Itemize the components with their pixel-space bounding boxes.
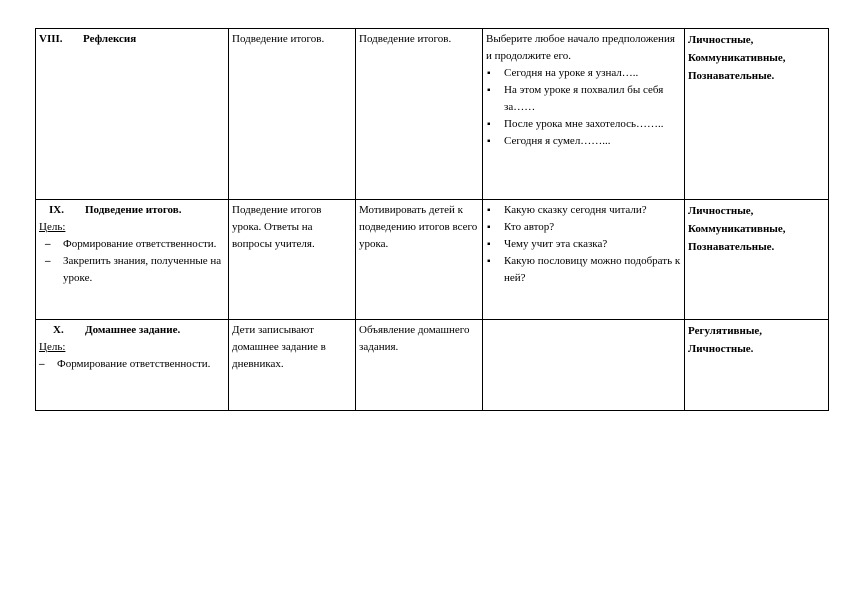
list-item: ▪ Сегодня я сумел……... [486,133,681,150]
table-row [36,29,829,200]
goal-list [39,356,225,373]
task-cell [483,200,685,320]
stage-cell [36,320,229,411]
stage-cell [36,200,229,320]
teacher-activity-cell: Подведение итогов. [229,29,356,200]
stage-heading [39,322,225,339]
uud-item: Коммуникативные, [688,223,786,235]
stage-number: X. [53,324,64,336]
stage-heading [39,202,225,219]
table-row [36,320,829,411]
student-activity-cell: Мотивировать детей к подведению итогов всего урока. [356,200,483,320]
uud-cell [685,29,829,200]
list-item: ▪ Какую сказку сегодня читали? [486,202,681,219]
list-item: ▪ Какую пословицу можно подобрать к ней? [486,253,681,287]
task-list [486,65,681,150]
teacher-activity-cell: Дети записывают домашнее задание в дневниках. [229,320,356,411]
task-list [486,202,681,287]
stage-heading [39,31,225,48]
task-cell [483,29,685,200]
stage-title: Подведение итогов. [85,204,182,216]
list-item: – Закрепить знания, полученные на уроке. [45,253,225,287]
uud-item: Познавательные. [688,70,775,82]
uud-item: Личностные, [688,205,754,217]
list-item: ▪ После урока мне захотелось…….. [486,116,681,133]
list-item: – Формирование ответственности. [45,236,225,253]
list-item: ▪ Чему учит эта сказка? [486,236,681,253]
list-item: ▪ Кто автор? [486,219,681,236]
stage-number: IX. [49,204,64,216]
uud-item: Познавательные. [688,241,775,253]
student-activity-cell: Объявление домашнего задания. [356,320,483,411]
student-activity-cell: Подведение итогов. [356,29,483,200]
uud-item: Коммуникативные, [688,52,786,64]
task-intro: Выберите любое начало предположения и продолжите его. [486,33,675,62]
task-cell [483,320,685,411]
stage-number: VIII. [39,33,63,45]
lesson-plan-table [35,28,829,411]
uud-cell [685,320,829,411]
list-item: – Формирование ответственности. [39,356,225,373]
teacher-activity-cell: Подведение итогов урока. Ответы на вопросы учителя. [229,200,356,320]
table-row [36,200,829,320]
stage-cell [36,29,229,200]
stage-title: Рефлексия [83,33,137,45]
goal-label: Цель: [39,221,66,233]
list-item: ▪ Сегодня на уроке я узнал….. [486,65,681,82]
uud-item: Регулятивные, [688,325,763,337]
list-item: ▪ На этом уроке я похвалил бы себя за…… [486,82,681,116]
goal-label: Цель: [39,341,66,353]
stage-title: Домашнее задание. [85,324,181,336]
uud-item: Личностные, [688,34,754,46]
uud-cell [685,200,829,320]
goal-list [39,236,225,287]
uud-item: Личностные. [688,343,754,355]
